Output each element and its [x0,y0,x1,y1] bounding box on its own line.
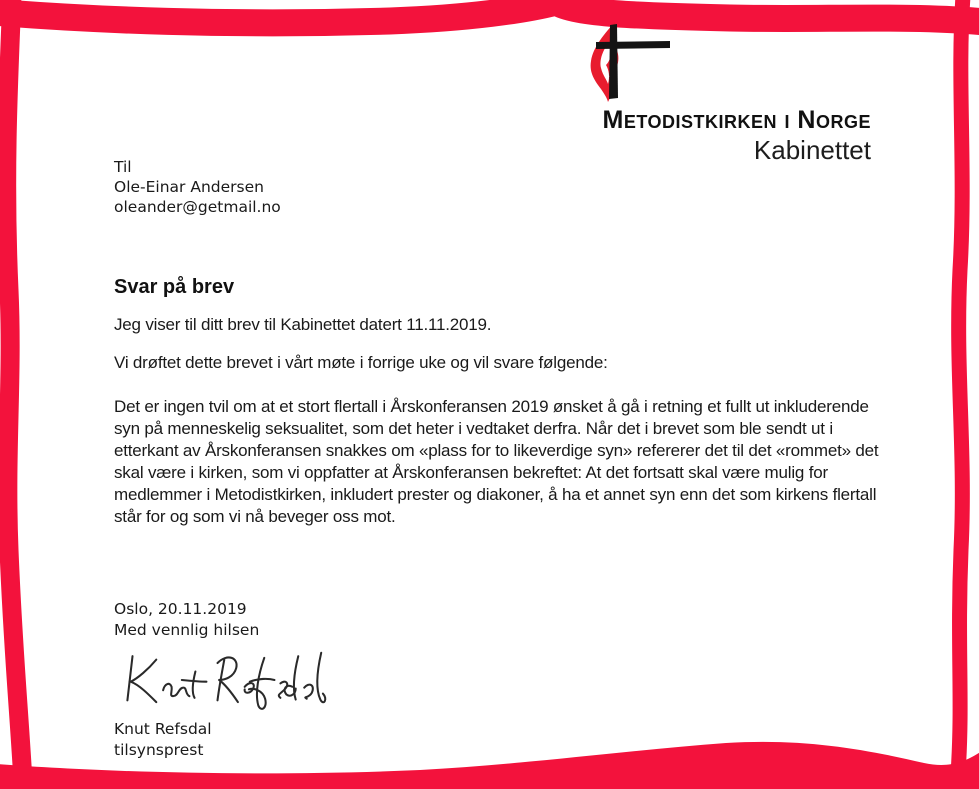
paragraph-reference: Jeg viser til ditt brev til Kabinettet datert 11.11.2019. [114,315,492,334]
paragraph-intro: Vi drøftet dette brevet i vårt møte i forrige uke og vil svare følgende: [114,353,608,372]
signer-title: tilsynsprest [114,741,204,759]
letterhead [451,12,871,166]
cross-stem [609,24,618,99]
handwritten-signature [104,646,348,714]
salutation: Med vennlig hilsen [114,621,260,639]
place-and-date: Oslo, 20.11.2019 [114,600,247,618]
closing-block [114,599,259,641]
signer-name: Knut Refsdal [114,720,212,738]
signer-block [114,719,212,761]
org-unit: Kabinettet [753,135,871,165]
recipient-block [114,157,281,217]
recipient-name: Ole-Einar Andersen [114,178,264,196]
org-name: Metodistkirken i Norge [602,106,871,134]
recipient-label: Til [114,158,132,176]
cross-and-flame-logo [583,20,673,104]
paragraph-main: Det er ingen tvil om at et stort flertall i Årskonferansen 2019 ønsket å gå i retning et fullt ut inkluderende syn på menneskelig seksualitet, som det heter i vedtaket derfra. Når det i brevet som ble sendt ut i etterkant av Årskonferansen snakkes om «plass for to likeverdige syn» refererer det til det «rommet» det skal være i kirken, som vi oppfatter at Årskonferansen bekreftet: At det fortsatt skal være mulig for medlemmer i Metodistkirken, inkludert prester og diakoner, å ha et annet syn enn det som kirkens flertall står for og som vi nå beveger oss mot. [114,397,879,526]
recipient-email: oleander@getmail.no [114,198,281,216]
subject-heading: Svar på brev [114,276,235,298]
cross-bar [596,41,670,49]
